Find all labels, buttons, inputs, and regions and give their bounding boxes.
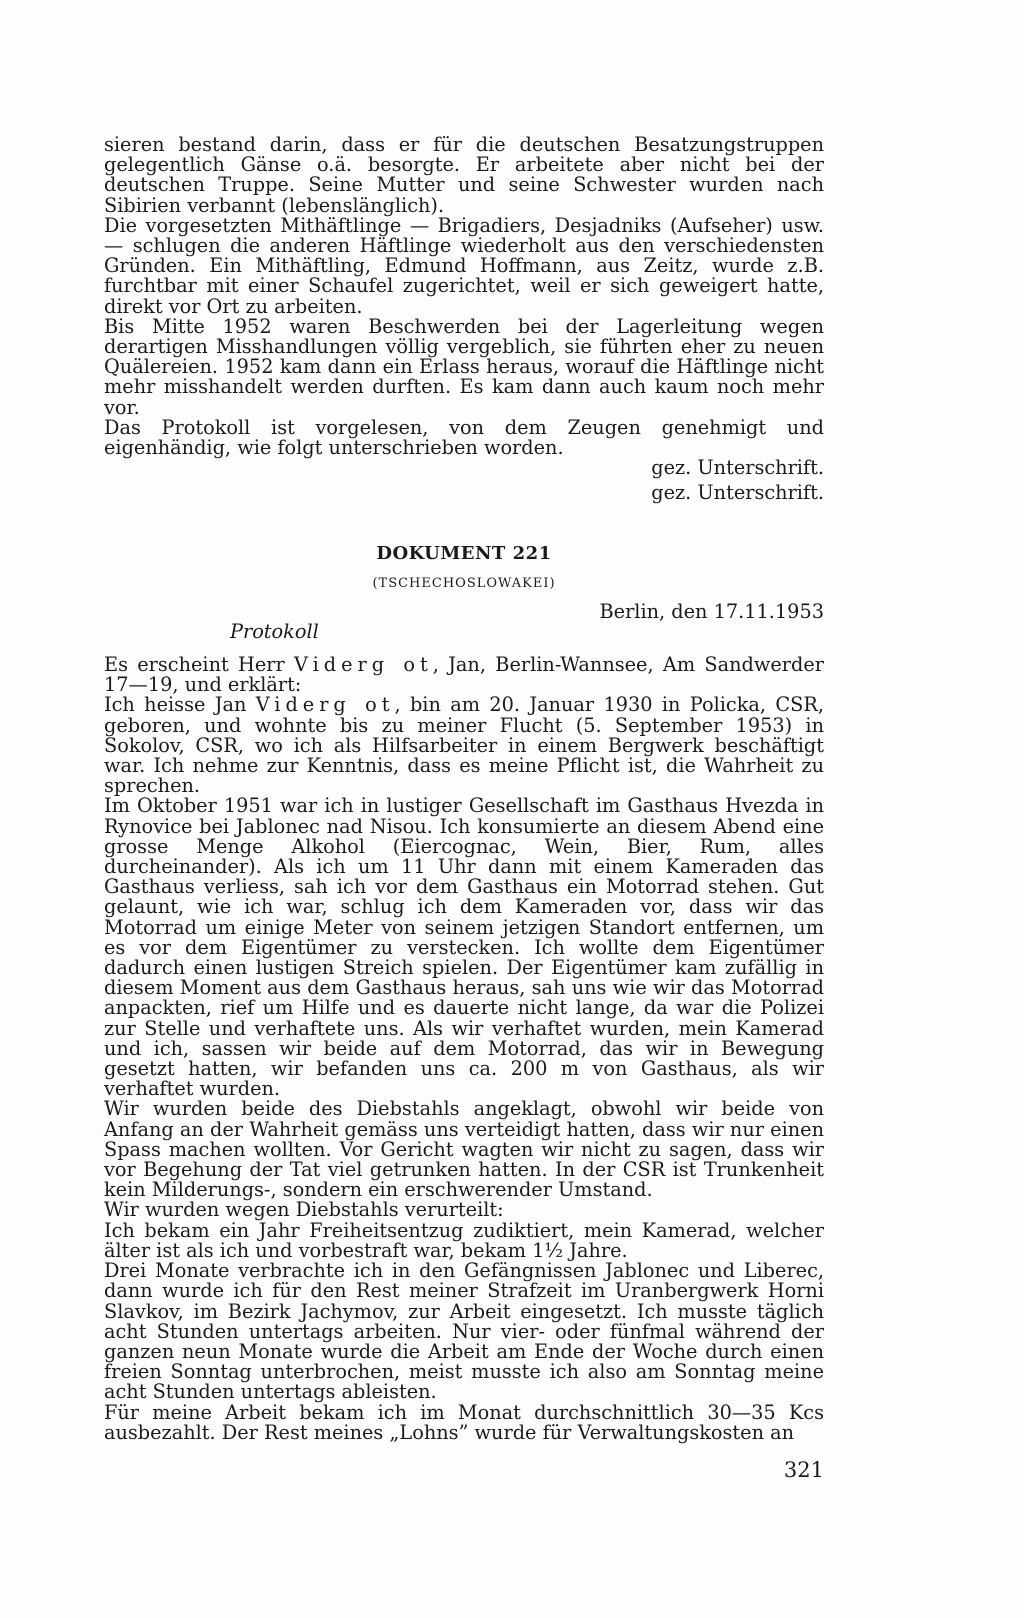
paragraph: Ich bekam ein Jahr Freiheitsentzug zudiktiert, mein Kamerad, welcher älter ist als ich und vorbestraft war, bekam 1½ Jahre.: [104, 1218, 824, 1262]
paragraph: Die vorgesetzten Mithäftlinge — Brigadiers, Desjadniks (Aufseher) usw. — schlugen die anderen Häftlinge wiederholt aus den verschiedensten Gründen. Ein Mithäftling, Edmund Hoffmann, aus Zeitz, wurde z.B. furchtbar mit einer Schaufel zugerichtet, weil er sich geweigert hatte, direkt vor Ort zu arbeiten.: [104, 213, 824, 318]
protokoll-label: Protokoll: [230, 620, 319, 643]
paragraph: Für meine Arbeit bekam ich im Monat durchschnittlich 30—35 Kcs ausbezahlt. Der Rest meines „Lohns” wurde für Verwaltungskosten an: [104, 1400, 824, 1444]
signature-line: gez. Unterschrift.: [651, 481, 824, 504]
statement-text: Ich heisse Jan: [104, 693, 256, 717]
witness-name: Viderg ot: [255, 693, 395, 717]
protocol-text: [104, 655, 824, 1443]
signature-line: gez. Unterschrift.: [651, 456, 824, 479]
intro-text: Es erscheint Herr: [104, 653, 295, 676]
page-number: 321: [783, 1458, 824, 1482]
paragraph: Wir wurden wegen Diebstahls verurteilt:: [104, 1198, 504, 1222]
paragraph: Bis Mitte 1952 waren Beschwerden bei der Lagerleitung wegen derartigen Misshandlungen völlig vergeblich, sie führten eher zu neuen Quälereien. 1952 kam dann ein Erlass heraus, worauf die Häftlinge nicht mehr misshandelt werden durften. Es kam dann auch kaum noch mehr vor.: [104, 314, 824, 419]
paragraph: Drei Monate verbrachte ich in den Gefängnissen Jablonec und Liberec, dann wurde ich für den Rest meiner Strafzeit im Uranbergwerk Horni Slavkov, im Bezirk Jachymov, zur Arbeit eingesetzt. Ich musste täglich acht Stunden untertags arbeiten. Nur vier- oder fünfmal während der ganzen neun Monate wurde die Arbeit am Ende der Woche durch einen freien Sonntag unterbrochen, meist musste ich also am Sonntag meine acht Stunden untertags ableisten.: [104, 1259, 824, 1404]
statement-text: , bin am 20. Januar 1930 in Policka, CSR, geboren, und wohnte bis zu meiner Flucht (5. September 1953) in Sokolov, CSR, wo ich als Hilfsarbeiter in einem Bergwerk beschäftigt war. Ich nehme zur Kenntnis, dass es meine Pflicht ist, die Wahrheit zu sprechen.: [104, 693, 824, 798]
witness-name: Viderg ot: [294, 653, 433, 676]
statement-paragraph: [104, 695, 824, 796]
continuation-text: [104, 135, 824, 458]
intro-text: , Jan, Berlin-Wannsee, Am Sandwerder 17—19, und erklärt:: [104, 653, 824, 697]
intro-paragraph: [104, 655, 824, 695]
paragraph: Im Oktober 1951 war ich in lustiger Gesellschaft im Gasthaus Hvezda in Rynovice bei Jablonec nad Nisou. Ich konsumierte an diesem Abend eine grosse Menge Alkohol (Eiercognac, Wein, Bier, Rum, alles durcheinander). Als ich um 11 Uhr dann mit einem Kameraden das Gasthaus verliess, sah ich vor dem Gasthaus ein Motorrad stehen. Gut gelaunt, wie ich war, schlug ich dem Kameraden vor, dass wir das Motorrad um einige Meter von seinem jetzigen Standort entfernen, um es vor dem Eigentümer zu verstecken. Ich wollte dem Eigentümer dadurch einen lustigen Streich spielen. Der Eigentümer kam zufällig in diesem Moment aus dem Gasthaus heraus, sah uns wie wir das Motorrad anpackten, rief um Hilfe und es dauerte nicht lange, da war die Polizei zur Stelle und verhaftete uns. Als wir verhaftet wurden, mein Kamerad und ich, sassen wir beide auf dem Motorrad, das wir in Bewegung gesetzt hatten, wir befanden uns ca. 200 m von Gasthaus, als wir verhaftet wurden.: [104, 794, 824, 1101]
place-date: Berlin, den 17.11.1953: [599, 600, 824, 623]
document-country: (TSCHECHOSLOWAKEI): [372, 576, 556, 591]
paragraph: sieren bestand darin, dass er für die deutschen Besatzungstruppen gelegentlich Gänse o.ä. besorgte. Er arbeitete aber nicht bei der deutschen Truppe. Seine Mutter und seine Schwester wurden nach Sibirien verbannt (lebenslänglich).: [104, 133, 824, 217]
paragraph: Das Protokoll ist vorgelesen, von dem Zeugen genehmigt und eigenhändig, wie folgt unterschrieben worden.: [104, 415, 824, 460]
paragraph: Wir wurden beide des Diebstahls angeklagt, obwohl wir beide von Anfang an der Wahrheit gemäss uns verteidigt hatten, dass wir nur einen Spass machen wollten. Vor Gericht wagten wir nicht zu sagen, dass wir vor Begehung der Tat viel getrunken hatten. In der CSR ist Trunkenheit kein Milderungs-, sondern ein erschwerender Umstand.: [104, 1097, 824, 1202]
document-heading: DOKUMENT 221: [376, 543, 552, 564]
